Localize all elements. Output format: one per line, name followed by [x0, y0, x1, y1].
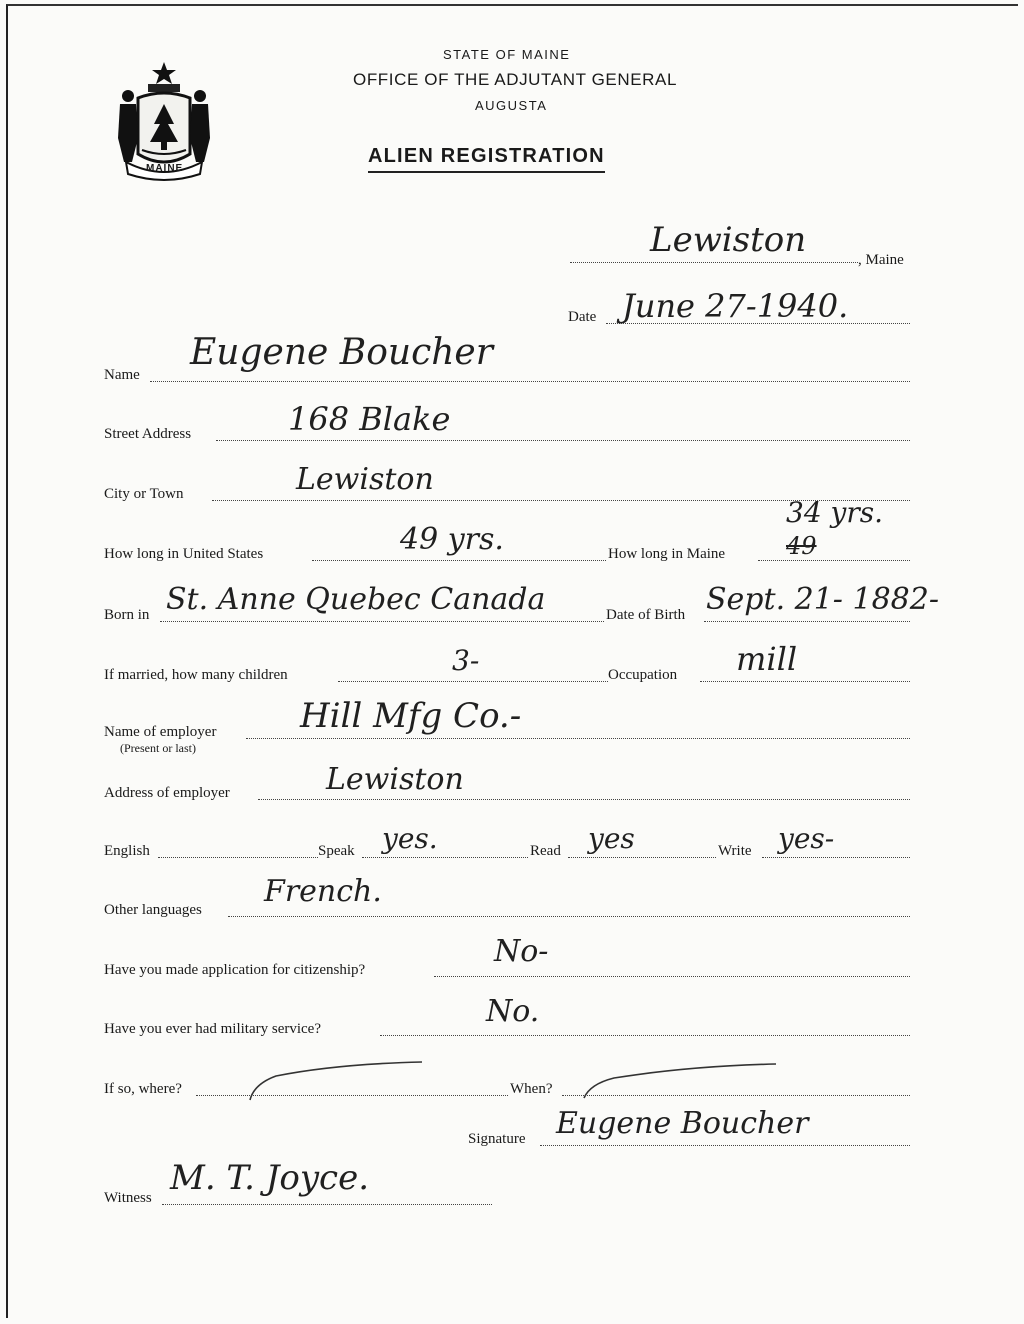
write-value: yes- — [778, 822, 835, 855]
occupation-label: Occupation — [608, 667, 678, 683]
speak-line — [362, 857, 528, 858]
born-in-line — [160, 621, 604, 622]
military-value: No. — [486, 994, 540, 1029]
name-value: Eugene Boucher — [190, 332, 493, 373]
other-languages-label: Other languages — [104, 902, 202, 918]
name-line — [150, 381, 910, 382]
employer-note: (Present or last) — [120, 741, 196, 755]
speak-value: yes. — [382, 822, 438, 855]
english-line — [158, 857, 318, 858]
header-city: AUGUSTA — [475, 98, 548, 113]
witness-value: M. T. Joyce. — [170, 1158, 370, 1198]
read-line — [568, 857, 716, 858]
how-long-us-label: How long in United States — [104, 546, 264, 562]
page-border — [6, 4, 1018, 1318]
citizenship-label: Have you made application for citizenship? — [104, 962, 366, 978]
city-label: City or Town — [104, 486, 184, 502]
state-seal — [108, 58, 220, 186]
city-value: Lewiston — [296, 462, 434, 497]
witness-label: Witness — [104, 1190, 152, 1206]
name-label: Name — [104, 367, 140, 383]
how-long-maine-value: 34 yrs. — [786, 496, 884, 529]
born-in-label: Born in — [104, 607, 150, 623]
occupation-line — [700, 681, 910, 682]
employer-address-line — [258, 799, 910, 800]
employer-name-label: Name of employer — [104, 724, 217, 740]
when-label: When? — [510, 1081, 553, 1097]
signature-label: Signature — [468, 1131, 526, 1147]
children-line — [338, 681, 608, 682]
read-label: Read — [530, 843, 561, 859]
dob-line — [704, 621, 910, 622]
town-line — [570, 262, 858, 263]
how-long-maine-struck: 49 — [786, 532, 817, 560]
write-label: Write — [718, 843, 752, 859]
military-label: Have you ever had military service? — [104, 1021, 321, 1037]
signature-line — [540, 1145, 910, 1146]
employer-name-value: Hill Mfg Co.- — [300, 696, 522, 736]
where-dash-stroke — [246, 1060, 426, 1104]
dob-value: Sept. 21- 1882- — [706, 582, 939, 617]
employer-address-label: Address of employer — [104, 785, 230, 801]
dob-label: Date of Birth — [606, 607, 686, 623]
employer-name-line — [246, 738, 910, 739]
town-value: Lewiston — [650, 220, 807, 260]
employer-address-value: Lewiston — [326, 762, 464, 797]
write-line — [762, 857, 910, 858]
header-office: OFFICE OF THE ADJUTANT GENERAL — [353, 70, 678, 89]
children-label: If married, how many children — [104, 667, 288, 683]
military-line — [380, 1035, 910, 1036]
citizenship-line — [434, 976, 910, 977]
how-long-maine-line — [758, 560, 910, 561]
speak-label: Speak — [318, 843, 355, 859]
occupation-value: mill — [736, 640, 798, 678]
witness-line — [162, 1204, 492, 1205]
maine-suffix: , Maine — [858, 252, 904, 268]
signature-value: Eugene Boucher — [556, 1106, 809, 1141]
seal-label: MAINE — [146, 163, 184, 174]
how-long-us-line — [312, 560, 606, 561]
how-long-maine-label: How long in Maine — [608, 546, 726, 562]
english-label: English — [104, 843, 150, 859]
citizenship-value: No- — [494, 934, 549, 969]
street-line — [216, 440, 910, 441]
born-in-value: St. Anne Quebec Canada — [166, 582, 546, 617]
children-value: 3- — [452, 644, 480, 677]
form-title: ALIEN REGISTRATION — [368, 145, 605, 173]
date-value: June 27-1940. — [622, 287, 849, 325]
when-dash-stroke — [580, 1062, 780, 1102]
other-languages-value: French. — [264, 874, 382, 909]
read-value: yes — [588, 822, 635, 855]
street-value: 168 Blake — [288, 400, 451, 438]
street-label: Street Address — [104, 426, 192, 442]
how-long-us-value: 49 yrs. — [400, 522, 504, 557]
date-label: Date — [568, 309, 597, 325]
if-so-where-label: If so, where? — [104, 1081, 182, 1097]
other-languages-line — [228, 916, 910, 917]
header-state: STATE OF MAINE — [443, 47, 571, 62]
